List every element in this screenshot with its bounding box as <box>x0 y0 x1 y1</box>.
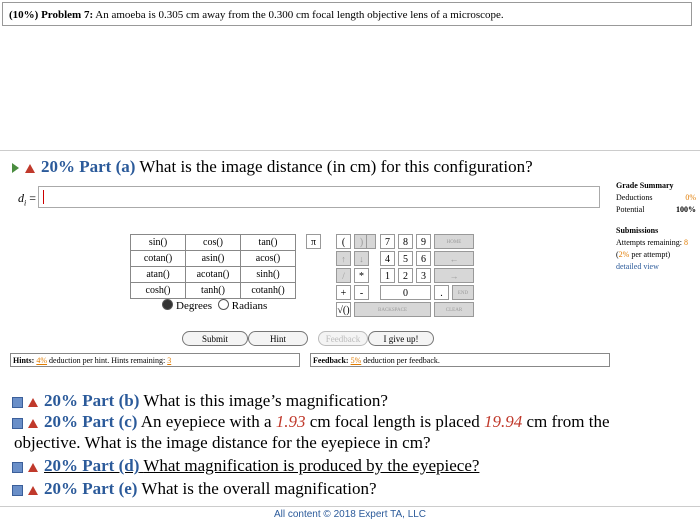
part-e[interactable] <box>12 478 377 500</box>
hints-pct: 4% <box>36 356 48 365</box>
hints-bar <box>10 353 300 367</box>
key-0[interactable]: 0 <box>380 285 431 300</box>
divider <box>0 150 700 151</box>
part-c-text-3: cm from the <box>522 412 610 431</box>
key-7[interactable]: 7 <box>380 234 395 249</box>
problem-statement <box>2 2 692 26</box>
warning-icon <box>28 419 38 428</box>
feedback-label: Feedback: <box>313 356 349 365</box>
end-key[interactable]: END <box>452 285 474 300</box>
key-4[interactable]: 4 <box>380 251 395 266</box>
radians-radio[interactable] <box>218 299 229 310</box>
attempts-row <box>616 237 700 249</box>
left-arrow-key[interactable]: ← <box>434 251 474 266</box>
cotan-button[interactable]: cotan() <box>131 251 186 267</box>
potential-label: Potential <box>616 205 645 214</box>
part-a-percent: 20% Part (a) <box>41 157 136 176</box>
answer-label <box>18 191 36 207</box>
part-c-icon <box>12 418 23 429</box>
attempts-label: Attempts remaining: <box>616 238 682 247</box>
problem-label: (10%) Problem 7: <box>9 9 94 21</box>
part-b[interactable] <box>12 390 388 412</box>
per-attempt-pct: 2% <box>618 250 630 259</box>
submissions-title: Submissions <box>616 226 659 235</box>
key-1[interactable]: 1 <box>380 268 395 283</box>
acotan-button[interactable]: acotan() <box>186 267 241 283</box>
cos-button[interactable]: cos() <box>186 235 241 251</box>
part-a-question: What is the image distance (in cm) for this configuration? <box>139 157 533 176</box>
text-cursor <box>43 190 44 204</box>
key-8[interactable]: 8 <box>398 234 413 249</box>
acos-button[interactable]: acos() <box>241 251 296 267</box>
deductions-label: Deductions <box>616 193 653 202</box>
part-d-question: What magnification is produced by the eyepiece? <box>143 456 480 475</box>
warning-icon <box>28 398 38 407</box>
sin-button[interactable]: sin() <box>131 235 186 251</box>
key-9[interactable]: 9 <box>416 234 431 249</box>
answer-sub: i <box>24 198 27 208</box>
problem-text: An amoeba is 0.305 cm away from the 0.300 cm focal length objective lens of a microscope. <box>95 9 504 21</box>
backspace-key[interactable]: BACKSPACE <box>354 302 431 317</box>
cosh-button[interactable]: cosh() <box>131 283 186 299</box>
home-key[interactable]: HOME <box>434 234 474 249</box>
sinh-button[interactable]: sinh() <box>241 267 296 283</box>
sqrt-key[interactable]: √() <box>336 302 351 317</box>
part-d-icon <box>12 462 23 473</box>
footer: All content © 2018 Expert TA, LLC <box>0 506 700 520</box>
potential-value: 100% <box>676 205 696 214</box>
hint-button[interactable]: Hint <box>248 331 308 346</box>
asin-button[interactable]: asin() <box>186 251 241 267</box>
key-6[interactable]: 6 <box>416 251 431 266</box>
atan-button[interactable]: atan() <box>131 267 186 283</box>
part-d-percent: 20% Part (d) <box>44 456 140 475</box>
part-c-text-2: cm focal length is placed <box>305 412 484 431</box>
detailed-view-link[interactable]: detailed view <box>616 262 659 271</box>
part-d[interactable] <box>12 455 479 477</box>
feedback-bar <box>310 353 610 367</box>
radians-label: Radians <box>231 300 268 312</box>
hints-remaining: 3 <box>167 356 172 365</box>
answer-eq: = <box>26 191 37 205</box>
cotanh-button[interactable]: cotanh() <box>241 283 296 299</box>
tanh-button[interactable]: tanh() <box>186 283 241 299</box>
answer-input[interactable] <box>38 186 600 208</box>
per-attempt-row: (2% per attempt) <box>616 250 671 259</box>
function-table <box>130 234 296 299</box>
plus-key[interactable]: + <box>336 285 351 300</box>
rparen-key[interactable]: ) <box>354 234 369 249</box>
warning-icon <box>28 463 38 472</box>
play-icon[interactable] <box>12 163 19 173</box>
potential-row <box>616 204 700 216</box>
feedback-button[interactable]: Feedback <box>318 331 368 346</box>
warning-icon <box>25 164 35 173</box>
part-e-percent: 20% Part (e) <box>44 479 138 498</box>
multiply-key[interactable]: * <box>354 268 369 283</box>
part-b-icon <box>12 397 23 408</box>
submit-button[interactable]: Submit <box>182 331 248 346</box>
down-key[interactable]: ↓ <box>354 251 369 266</box>
right-arrow-key[interactable]: → <box>434 268 474 283</box>
part-e-question: What is the overall magnification? <box>141 479 377 498</box>
degrees-label: Degrees <box>176 300 213 312</box>
part-c[interactable] <box>12 411 610 433</box>
grade-title: Grade Summary <box>616 181 674 190</box>
attempts-value: 8 <box>684 238 688 247</box>
hints-text: deduction per hint. Hints remaining: <box>47 356 166 365</box>
part-e-icon <box>12 485 23 496</box>
part-c-distance: 19.94 <box>483 412 523 431</box>
pi-key[interactable]: π <box>306 234 321 249</box>
part-b-percent: 20% Part (b) <box>44 391 140 410</box>
feedback-text: deduction per feedback. <box>361 356 440 365</box>
degrees-radio[interactable] <box>162 299 173 310</box>
give-up-button[interactable]: I give up! <box>368 331 434 346</box>
minus-key[interactable]: - <box>354 285 369 300</box>
grade-summary <box>616 180 700 273</box>
per-attempt-text: per attempt) <box>629 250 671 259</box>
answer-var: d <box>18 191 24 205</box>
part-c-percent: 20% Part (c) <box>44 412 138 431</box>
key-5[interactable]: 5 <box>398 251 413 266</box>
part-c-text-1: An eyepiece with a <box>140 412 276 431</box>
warning-icon <box>28 486 38 495</box>
blank-key-1 <box>366 234 376 249</box>
part-c-focal: 1.93 <box>275 412 306 431</box>
tan-button[interactable]: tan() <box>241 235 296 251</box>
part-a-header <box>12 155 533 179</box>
key-3[interactable]: 3 <box>416 268 431 283</box>
part-b-question: What is this image’s magnification? <box>143 391 388 410</box>
part-c-line-2: objective. What is the image distance for the eyepiece in cm? <box>14 433 431 452</box>
hints-label: Hints: <box>13 356 35 365</box>
deductions-row <box>616 192 700 204</box>
lparen-key[interactable]: ( <box>336 234 351 249</box>
feedback-pct: 5% <box>350 356 362 365</box>
dot-key[interactable]: . <box>434 285 449 300</box>
angle-mode <box>162 299 267 312</box>
deductions-value: 0% <box>685 193 696 202</box>
up-key[interactable]: ↑ <box>336 251 351 266</box>
key-2[interactable]: 2 <box>398 268 413 283</box>
divide-key[interactable]: / <box>336 268 351 283</box>
clear-key[interactable]: CLEAR <box>434 302 474 317</box>
